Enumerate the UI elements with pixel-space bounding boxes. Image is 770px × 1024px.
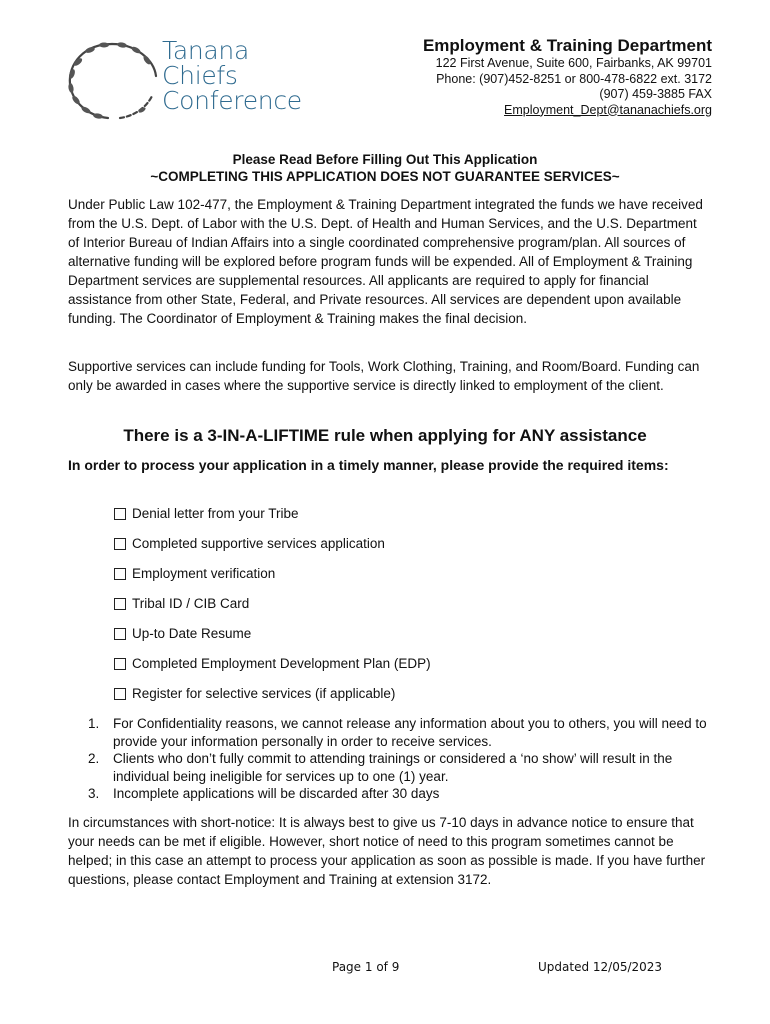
email-link[interactable]: Employment_Dept@tananachiefs.org: [504, 102, 712, 117]
note-number: 3.: [88, 786, 100, 801]
checklist-item: [114, 595, 431, 625]
note-item: [88, 715, 708, 750]
checklist-label: Up-to Date Resume: [132, 626, 252, 641]
logo-line: Tanana: [162, 36, 249, 65]
checklist-item: [114, 565, 431, 595]
checklist-label: Tribal ID / CIB Card: [132, 596, 250, 611]
checkbox[interactable]: [114, 628, 126, 640]
checkbox[interactable]: [114, 538, 126, 550]
department-header: [423, 36, 712, 118]
required-items-checklist: [114, 505, 431, 715]
note-text: For Confidentiality reasons, we cannot release any information about you to others, you will need to provide your information personally in order to receive services.: [113, 716, 707, 749]
tcc-logo: [62, 36, 307, 124]
checklist-item: [114, 685, 431, 715]
page-number: Page 1 of 9: [332, 960, 400, 974]
checklist-item: [114, 535, 431, 565]
short-notice-paragraph: In circumstances with short-notice: It is always best to give us 7-10 days in advance notice to ensure that your needs can be met if eligible. However, short notice of need to this program sometimes cannot be helped; in this case an attempt to process your application as soon as possible is made. If you have further questions, please contact Employment and Training at extension 3172.: [68, 815, 706, 887]
checklist-item: [114, 655, 431, 685]
phone: Phone: (907)452-8251 or 800-478-6822 ext. 3172: [436, 71, 712, 86]
checkbox[interactable]: [114, 688, 126, 700]
logo-line: Conference: [162, 86, 302, 115]
address: 122 First Avenue, Suite 600, Fairbanks, AK 99701: [435, 56, 712, 70]
supportive-services-paragraph: Supportive services can include funding for Tools, Work Clothing, Training, and Room/Board. Funding can only be awarded in cases where the supportive service is directly linked to employment of the client.: [68, 359, 700, 393]
checkbox[interactable]: [114, 568, 126, 580]
intro-paragraph: Under Public Law 102-477, the Employment & Training Department integrated the funds we have received from the U.S. Dept. of Labor with the U.S. Dept. of Health and Human Services, and the U.S. Department of Interior Bureau of Indian Affairs into a single coordinated comprehensive program/plan. All sources of alternative funding will be explored before program funds will be expended. All of Employment & Training Department services are supplemental resources. All applicants are required to apply for financial assistance from other State, Federal, and Private resources. All services are dependent upon available funding. The Coordinator of Employment & Training makes the final decision.: [68, 197, 703, 326]
notice-heading: [0, 151, 770, 185]
numbered-notes: [88, 715, 708, 803]
note-text: Incomplete applications will be discarded after 30 days: [113, 786, 440, 801]
note-number: 1.: [88, 716, 100, 731]
note-item: [88, 750, 708, 785]
fax: (907) 459-3885 FAX: [599, 87, 712, 101]
note-text: Clients who don’t fully commit to attending trainings or considered a ‘no show’ will result in the individual being ineligible for services up to one (1) year.: [113, 751, 673, 784]
department-title: Employment & Training Department: [422, 36, 712, 55]
note-item: [88, 785, 708, 803]
checklist-item: [114, 625, 431, 655]
checklist-label: Denial letter from your Tribe: [132, 506, 299, 521]
checklist-item: [114, 505, 431, 535]
lifetime-rule-heading: There is a 3-IN-A-LIFTIME rule when applying for ANY assistance: [123, 426, 647, 445]
logo-wordmark: [162, 38, 302, 113]
laurel-wreath-icon: [62, 36, 162, 124]
checkbox[interactable]: [114, 658, 126, 670]
notice-line-2: ~COMPLETING THIS APPLICATION DOES NOT GUARANTEE SERVICES~: [150, 169, 620, 184]
required-items-intro: In order to process your application in a timely manner, please provide the required items:: [68, 457, 669, 473]
checkbox[interactable]: [114, 508, 126, 520]
checklist-label: Completed supportive services application: [132, 536, 385, 551]
checklist-label: Employment verification: [132, 566, 276, 581]
updated-date: Updated 12/05/2023: [538, 960, 663, 974]
logo-line: Chiefs: [162, 61, 238, 90]
notice-line-1: Please Read Before Filling Out This Application: [232, 152, 538, 167]
note-number: 2.: [88, 751, 100, 766]
checkbox[interactable]: [114, 598, 126, 610]
checklist-label: Completed Employment Development Plan (EDP): [132, 656, 431, 671]
checklist-label: Register for selective services (if applicable): [132, 686, 396, 701]
